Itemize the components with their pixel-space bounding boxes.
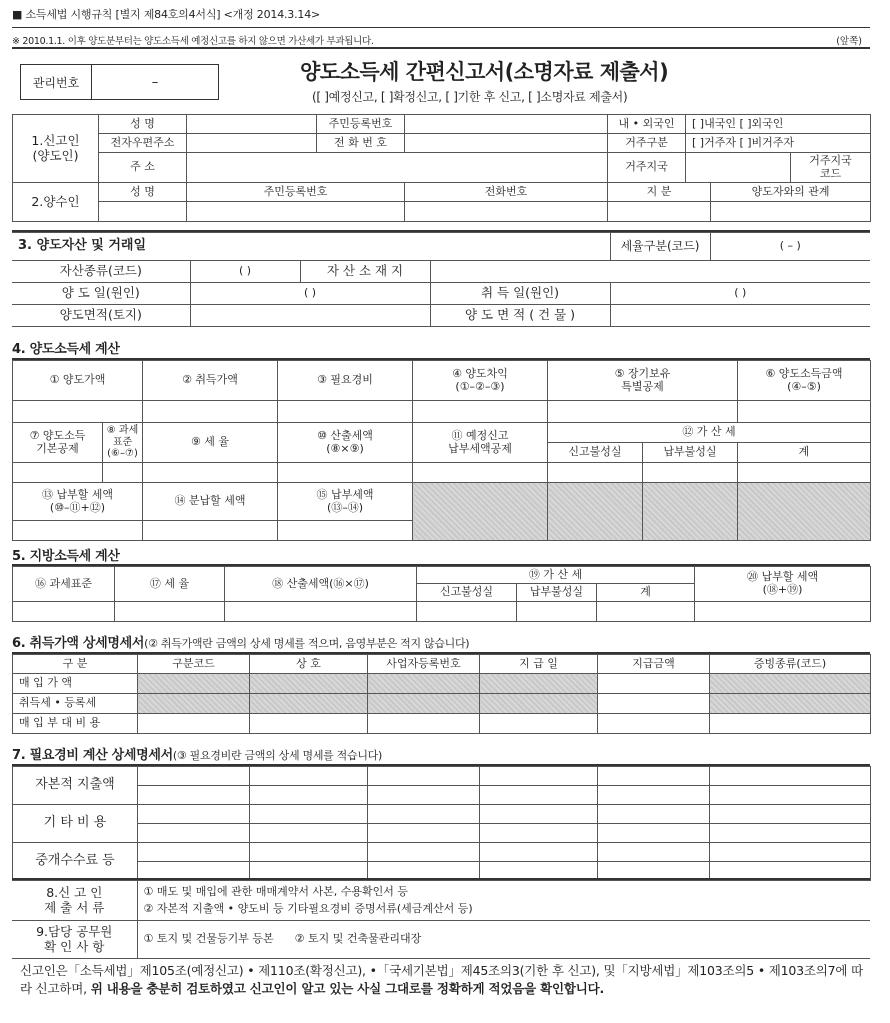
section-6-table xyxy=(12,654,871,734)
acq-date-value[interactable]: ( ) xyxy=(610,283,870,305)
purchase-price-label: 매 입 가 액 xyxy=(13,674,138,694)
region-code-label: 거주지국 코드 xyxy=(791,153,871,183)
sale-price-label: ① 양도가액 xyxy=(13,361,143,401)
tax-base-field[interactable] xyxy=(103,463,143,483)
sec6-col-code: 구분코드 xyxy=(138,655,250,674)
local-computed-field[interactable] xyxy=(225,602,417,622)
buyer-phone-label: 전화번호 xyxy=(405,183,608,202)
buyer-name-label: 성 명 xyxy=(99,183,187,202)
sec8-item: ② 자본적 지출액 • 양도비 등 기타필요경비 증명서류(세금계산서 등) xyxy=(143,901,473,915)
sec6-col-paydate: 지 급 일 xyxy=(480,655,598,674)
sec9-items: ① 토지 및 건물등기부 등본 ② 토지 및 건축물관리대장 xyxy=(137,921,870,959)
capex-label: 자본적 지출액 xyxy=(13,767,138,805)
rrn-field[interactable] xyxy=(405,115,608,134)
asset-type-label: 자산종류(코드) xyxy=(12,261,190,283)
local-base-label: ⑯ 과세표준 xyxy=(13,567,115,602)
email-label: 전자우편주소 xyxy=(99,134,187,153)
shaded-cell xyxy=(710,694,871,714)
shaded-cell xyxy=(413,483,548,541)
shaded-cell xyxy=(250,694,368,714)
mgmt-label: 관리번호 xyxy=(21,65,92,99)
page-side: (앞쪽) xyxy=(836,36,862,47)
form-subtitle: ([ ]예정신고, [ ]확정신고, [ ]기한 후 신고, [ ]소명자료 제출서) xyxy=(312,90,628,104)
region-field[interactable] xyxy=(686,153,791,183)
installment-label: ⑭ 분납할 세액 xyxy=(143,483,278,521)
broker-fee-label: 중개수수료 등 xyxy=(13,843,138,881)
buyer-rrn-label: 주민등록번호 xyxy=(187,183,405,202)
penalty-report-field[interactable] xyxy=(548,463,643,483)
local-penalty-total-label: 계 xyxy=(597,584,695,602)
buyer-share-field[interactable] xyxy=(608,202,711,222)
pay-tax-field[interactable] xyxy=(278,521,413,541)
asset-loc-label: 자 산 소 재 지 xyxy=(300,261,430,283)
rrn-label: 주민등록번호 xyxy=(317,115,405,134)
area-bldg-label: 양 도 면 적 ( 건 물 ) xyxy=(430,305,610,327)
gain-field[interactable] xyxy=(413,401,548,423)
incidental-cost-label: 매 입 부 대 비 용 xyxy=(13,714,138,734)
declaration-part2: 위 내용을 충분히 검토하였고 신고인이 알고 있는 사실 그대로를 정확하게 적었음을 확인합니다. xyxy=(90,981,605,997)
shaded-cell xyxy=(548,483,643,541)
sec6-header xyxy=(12,632,469,651)
sec8-items xyxy=(137,881,870,921)
form-title: 양도소득세 간편신고서(소명자료 제출서) xyxy=(300,60,669,84)
section-4-table xyxy=(12,360,871,541)
acq-tax-label: 취득세 • 등록세 xyxy=(13,694,138,714)
shaded-cell xyxy=(138,694,250,714)
phone-label: 전 화 번 호 xyxy=(317,134,405,153)
management-number-box xyxy=(20,64,219,100)
addr-label: 주 소 xyxy=(99,153,187,183)
sec2-label: 2.양수인 xyxy=(13,183,99,222)
local-payable-field[interactable] xyxy=(695,602,871,622)
income-field[interactable] xyxy=(738,401,871,423)
sec5-title: 5. 지방소득세 계산 xyxy=(12,549,120,564)
penalty-total-field[interactable] xyxy=(738,463,871,483)
shaded-cell xyxy=(710,674,871,694)
gain-label: ④ 양도차익 (①–②–③) xyxy=(413,361,548,401)
section-3-table xyxy=(12,232,870,327)
installment-field[interactable] xyxy=(143,521,278,541)
section-5-table xyxy=(12,566,871,622)
local-penalty-payment-field[interactable] xyxy=(517,602,597,622)
tax-rate-value[interactable]: ( – ) xyxy=(710,233,870,261)
sale-date-value[interactable]: ( ) xyxy=(190,283,430,305)
local-base-field[interactable] xyxy=(13,602,115,622)
nat-options[interactable]: [ ]내국인 [ ]외국인 xyxy=(686,115,871,134)
asset-loc-field[interactable] xyxy=(430,261,870,283)
acq-date-label: 취 득 일(원인) xyxy=(430,283,610,305)
shaded-cell xyxy=(480,694,598,714)
sec7-note: (③ 필요경비란 금액의 상세 명세를 적습니다) xyxy=(172,749,382,762)
buyer-relation-field[interactable] xyxy=(711,202,871,222)
area-land-field[interactable] xyxy=(190,305,430,327)
sec6-col-evidence: 증빙종류(코드) xyxy=(710,655,871,674)
shaded-cell xyxy=(643,483,738,541)
rate-field[interactable] xyxy=(143,463,278,483)
phone-field[interactable] xyxy=(405,134,608,153)
sec6-col-amount: 지급금액 xyxy=(598,655,710,674)
local-computed-label: ⑱ 산출세액(⑯×⑰) xyxy=(225,567,417,602)
sec4-title: 4. 양도소득세 계산 xyxy=(12,342,120,357)
buyer-phone-field[interactable] xyxy=(405,202,608,222)
computed-tax-field[interactable] xyxy=(278,463,413,483)
basic-deduct-label: ⑦ 양도소득 기본공제 xyxy=(13,423,103,463)
penalty-payment-label: 납부불성실 xyxy=(643,443,738,463)
rate-label: ⑨ 세 율 xyxy=(143,423,278,463)
nat-label: 내 • 외국인 xyxy=(608,115,686,134)
asset-type-value[interactable]: ( ) xyxy=(190,261,300,283)
sec8-label: 8.신 고 인 제 출 서 류 xyxy=(12,881,137,921)
section-1-2-table xyxy=(12,114,871,222)
mgmt-value[interactable]: – xyxy=(151,74,159,90)
sec6-col-company: 상 호 xyxy=(250,655,368,674)
incidental-evidence-field[interactable] xyxy=(710,714,871,734)
buyer-relation-label: 양도자와의 관계 xyxy=(711,183,871,202)
incidental-amount-field[interactable] xyxy=(598,714,710,734)
penalty-payment-field[interactable] xyxy=(643,463,738,483)
area-bldg-field[interactable] xyxy=(610,305,870,327)
incidental-paydate-field[interactable] xyxy=(480,714,598,734)
declaration-part1: 신고인은「소득세법」제105조(예정신고) • 제110조(확정신고), •「국세기본법」제45조의3(기한 후 신고), 및「지방세법」제103조의5 • 제103조의7에 따라 신고하며, xyxy=(20,963,863,997)
notice-text: ※ 2010.1.1. 이후 양도분부터는 양도소득세 예정신고를 하지 않으면 가산세가 부과됩니다. xyxy=(12,36,374,47)
sec9-label: 9.담당 공무원 확 인 사 항 xyxy=(12,921,137,959)
pay-tax-label: ⑮ 납부세액 (⑬–⑭) xyxy=(278,483,413,521)
sec7-header xyxy=(12,744,382,763)
sec6-title: 6. 취득가액 상세명세서 xyxy=(12,636,145,651)
penalty-label: ⑫ 가 산 세 xyxy=(548,423,871,443)
local-penalty-report-label: 신고불성실 xyxy=(417,584,517,602)
email-field[interactable] xyxy=(187,134,317,153)
local-penalty-label: ⑲ 가 산 세 xyxy=(417,567,695,584)
addr-field[interactable] xyxy=(187,153,608,183)
section-7-table xyxy=(12,766,871,881)
shaded-cell xyxy=(138,674,250,694)
sec7-title: 7. 필요경비 계산 상세명세서 xyxy=(12,748,173,763)
shaded-cell xyxy=(480,674,598,694)
res-options[interactable]: [ ]거주자 [ ]비거주자 xyxy=(686,134,871,153)
sec8-item: ① 매도 및 매입에 관한 매매계약서 사본, 수용확인서 등 xyxy=(143,885,408,898)
computed-tax-label: ⑩ 산출세액 (⑧×⑨) xyxy=(278,423,413,463)
payable-tax-field[interactable] xyxy=(13,521,143,541)
sec6-col-bizno: 사업자등록번호 xyxy=(368,655,480,674)
sale-price-field[interactable] xyxy=(13,401,143,423)
incidental-company-field[interactable] xyxy=(250,714,368,734)
tax-rate-label: 세율구분(코드) xyxy=(610,233,710,261)
sec6-col-category: 구 분 xyxy=(13,655,138,674)
buyer-share-label: 지 분 xyxy=(608,183,711,202)
local-rate-label: ⑰ 세 율 xyxy=(115,567,225,602)
sale-date-label: 양 도 일(원인) xyxy=(12,283,190,305)
prelim-credit-label: ⑪ 예정신고 납부세액공제 xyxy=(413,423,548,463)
ltd-label: ⑤ 장기보유 특별공제 xyxy=(548,361,738,401)
buyer-rrn-field[interactable] xyxy=(187,202,405,222)
basic-deduct-field[interactable] xyxy=(13,463,103,483)
other-cost-label: 기 타 비 용 xyxy=(13,805,138,843)
region-label: 거주지국 xyxy=(608,153,686,183)
acq-price-label: ② 취득가액 xyxy=(143,361,278,401)
shaded-cell xyxy=(250,674,368,694)
acq-price-field[interactable] xyxy=(143,401,278,423)
expense-field[interactable] xyxy=(278,401,413,423)
prelim-credit-field[interactable] xyxy=(413,463,548,483)
sec6-note: (② 취득가액란 금액의 상세 명세를 적으며, 음영부분은 적지 않습니다) xyxy=(144,637,470,650)
shaded-cell xyxy=(368,694,480,714)
shaded-cell xyxy=(368,674,480,694)
tax-base-label: ⑧ 과세표준 (⑥–⑦) xyxy=(103,423,143,463)
res-label: 거주구분 xyxy=(608,134,686,153)
local-penalty-report-field[interactable] xyxy=(417,602,517,622)
expense-label: ③ 필요경비 xyxy=(278,361,413,401)
purchase-amount-field[interactable] xyxy=(598,674,710,694)
name-label: 성 명 xyxy=(99,115,187,134)
declaration-text xyxy=(20,962,870,998)
sec1-label: 1.신고인 (양도인) xyxy=(13,115,99,183)
shaded-cell xyxy=(738,483,871,541)
income-label: ⑥ 양도소득금액 (④–⑤) xyxy=(738,361,871,401)
local-payable-label: ⑳ 납부할 세액 (⑱+⑲) xyxy=(695,567,871,602)
local-penalty-total-field[interactable] xyxy=(597,602,695,622)
penalty-report-label: 신고불성실 xyxy=(548,443,643,463)
incidental-code-field[interactable] xyxy=(138,714,250,734)
payable-tax-label: ⑬ 납부할 세액 (⑩–⑪+⑫) xyxy=(13,483,143,521)
buyer-name-field[interactable] xyxy=(99,202,187,222)
sec3-title: 3. 양도자산 및 거래일 xyxy=(12,233,610,261)
area-land-label: 양도면적(토지) xyxy=(12,305,190,327)
ltd-field[interactable] xyxy=(548,401,738,423)
local-rate-field[interactable] xyxy=(115,602,225,622)
law-reference: ■ 소득세법 시행규칙 [별지 제84호의4서식] <개정 2014.3.14> xyxy=(12,8,321,21)
penalty-total-label: 계 xyxy=(738,443,871,463)
name-field[interactable] xyxy=(187,115,317,134)
acq-tax-amount-field[interactable] xyxy=(598,694,710,714)
incidental-bizno-field[interactable] xyxy=(368,714,480,734)
section-8-9-table xyxy=(12,880,870,959)
local-penalty-payment-label: 납부불성실 xyxy=(517,584,597,602)
